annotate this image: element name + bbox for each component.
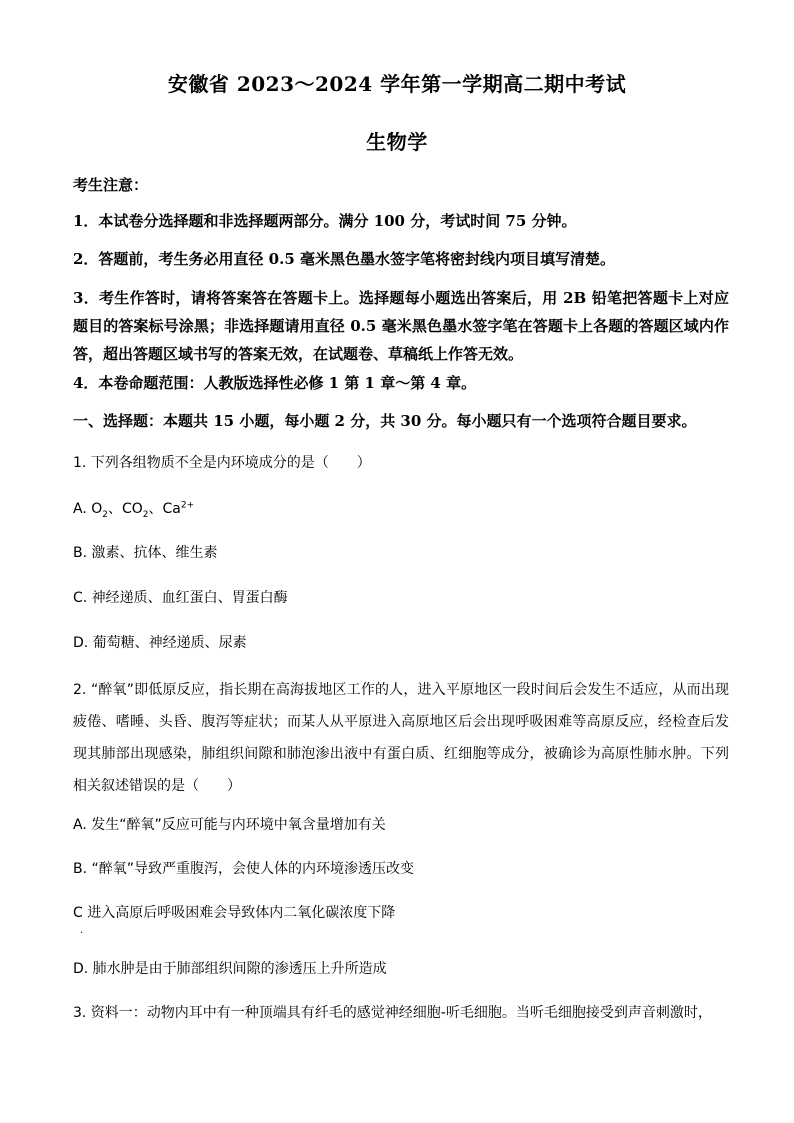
exam-title: 安徽省 2023～2024 学年第一学期高二期中考试 bbox=[167, 72, 627, 96]
question-3-stem: 3. 资料一：动物内耳中有一种顶端具有纤毛的感觉神经细胞-听毛细胞。当听毛细胞接受到声音刺激时， bbox=[73, 1005, 712, 1021]
question-2-option-b: B. “醉氧”导致严重腹泻，会使人体的内环境渗透压改变 bbox=[73, 861, 415, 877]
question-2-option-a: A. 发生“醉氧”反应可能与内环境中氧含量增加有关 bbox=[73, 817, 386, 833]
option-a-prefix: A. O bbox=[73, 501, 103, 517]
notice-heading: 考生注意： bbox=[73, 176, 149, 194]
subject-title: 生物学 bbox=[366, 130, 428, 154]
question-1-option-b: B. 激素、抗体、维生素 bbox=[73, 545, 218, 561]
question-1-option-a bbox=[73, 496, 729, 522]
co2-subscript: 2 bbox=[142, 509, 149, 520]
option-a-sep: 、CO bbox=[108, 501, 143, 517]
stray-mark: · bbox=[80, 928, 84, 939]
question-2-stem: 2. “醉氧”即低原反应，指长期在高海拔地区工作的人，进入平原地区一段时间后会发生不适应，从而出现疲倦、嗜睡、头昏、腹泻等症状；而某人从平原进入高原地区后会出现呼吸困难等高原反应，经检查后发现其肺部出现感染，肺组织间隙和肺泡渗出液中有蛋白质、红细胞等成分，被确诊为高原性肺水肿。下列相关叙述错误的是（ ） bbox=[73, 682, 729, 794]
notice-item-2: 2．答题前，考生务必用直径 0.5 毫米黑色墨水签字笔将密封线内项目填写清楚。 bbox=[73, 250, 615, 268]
question-1-stem: 1. 下列各组物质不全是内环境成分的是（ ） bbox=[73, 455, 371, 471]
o2-subscript: 2 bbox=[102, 509, 108, 520]
notice-item-3: 3．考生作答时，请将答案答在答题卡上。选择题每小题选出答案后，用 2B 铅笔把答题卡上对应题目的答案标号涂黑；非选择题请用直径 0.5 毫米黑色墨水签字笔在答题卡上各题的答题区域内作答，超出答题区域书写的答案无效，在试题卷、草稿纸上作答无效。 bbox=[73, 289, 729, 363]
notice-item-1: 1．本试卷分选择题和非选择题两部分。满分 100 分，考试时间 75 分钟。 bbox=[73, 212, 577, 230]
section-heading: 一、选择题：本题共 15 小题，每小题 2 分，共 30 分。每小题只有一个选项符合题目要求。 bbox=[73, 412, 697, 430]
notice-item-4: 4．本卷命题范围：人教版选择性必修 1 第 1 章～第 4 章。 bbox=[73, 374, 477, 392]
question-2-option-d: D. 肺水肿是由于肺部组织间隙的渗透压上升所造成 bbox=[73, 961, 387, 977]
question-1-option-d: D. 葡萄糖、神经递质、尿素 bbox=[73, 635, 247, 651]
question-2-option-c: C 进入高原后呼吸困难会导致体内二氧化碳浓度下降 bbox=[73, 905, 396, 921]
question-1-option-c: C. 神经递质、血红蛋白、胃蛋白酶 bbox=[73, 590, 288, 606]
ca-superscript: 2+ bbox=[180, 500, 195, 511]
option-a-ca: 、Ca bbox=[148, 501, 181, 517]
